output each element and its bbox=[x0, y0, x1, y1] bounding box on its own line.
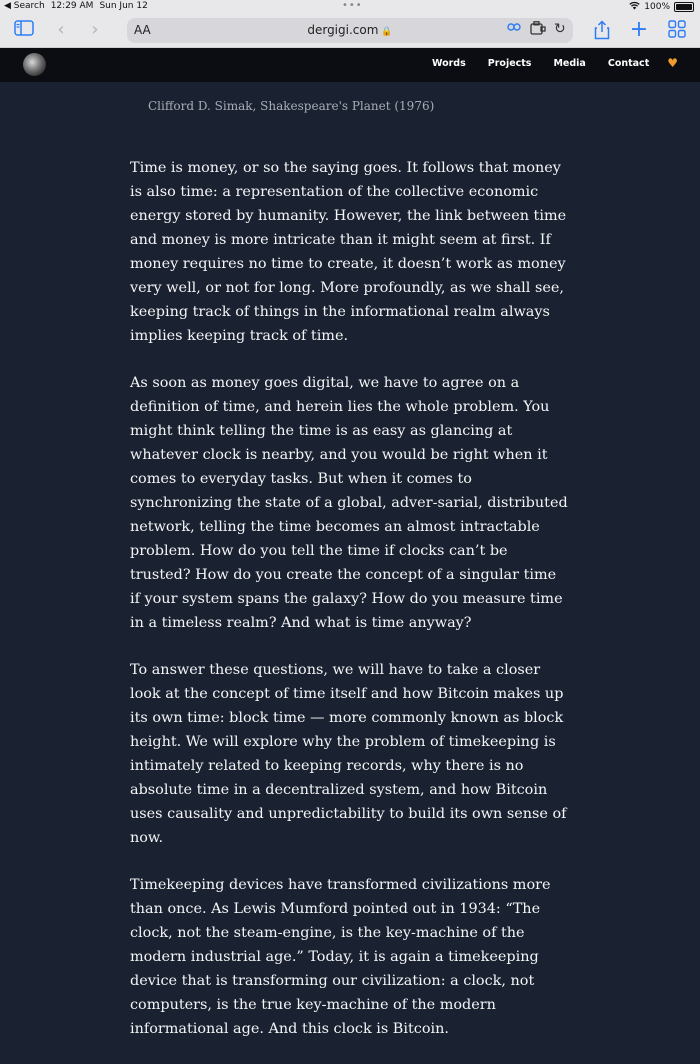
wifi-icon bbox=[629, 1, 640, 13]
sidebar-icon[interactable] bbox=[13, 20, 35, 40]
battery-icon bbox=[674, 2, 694, 12]
nav-link-media[interactable]: Media bbox=[553, 58, 586, 69]
quote-attribution: Clifford D. Simak, Shakespeare's Planet (1976) bbox=[148, 99, 435, 113]
extension-icon[interactable] bbox=[530, 21, 546, 39]
site-nav bbox=[410, 58, 678, 69]
status-bar bbox=[0, 0, 700, 14]
tab-overview-icon[interactable] bbox=[666, 20, 688, 40]
nav-link-contact[interactable]: Contact bbox=[607, 58, 650, 69]
reload-icon[interactable]: ↻ bbox=[554, 21, 566, 37]
status-time: 12:29 AM bbox=[50, 1, 94, 11]
forward-chevron-icon[interactable]: › bbox=[91, 19, 99, 40]
article-body bbox=[130, 156, 570, 1064]
article-paragraph: Time is money, or so the saying goes. It follows that money is also time: a representation of the collective economic energy stored by humanity. However, the link between time and money is more intricate than it might seem at first. If money requires no time to create, it doesn’t work as money very well, or not for long. More profoundly, as we shall see, keeping track of things in the informational realm always implies keeping track of time. bbox=[130, 160, 567, 344]
nav-link-projects[interactable]: Projects bbox=[487, 58, 532, 69]
article-paragraph: To answer these questions, we will have to take a closer look at the concept of time itself and how Bitcoin makes up its own time: block time — more commonly known as block height. We will explore why the problem of timekeeping is intimately related to keeping records, why there is no absolute time in a decentralized system, and how Bitcoin uses causality and unpredictability to build its own sense of now. bbox=[130, 662, 567, 846]
back-to-search-link[interactable]: ◀ Search bbox=[4, 1, 45, 11]
back-chevron-icon[interactable]: ‹ bbox=[57, 19, 65, 40]
article-paragraph: Timekeeping devices have transformed civilizations more than once. As Lewis Mumford pointed out in 1934: “The clock, not the steam-engine, is the key-machine of the modern industrial age.” Today, it is again a timekeeping device that is transforming our civilization: a clock, not computers, is the true key-machine of the modern informational age. And this clock is Bitcoin. bbox=[130, 877, 551, 1037]
browser-toolbar bbox=[0, 14, 700, 48]
new-tab-icon[interactable]: + bbox=[629, 17, 649, 42]
lock-icon: 🔒 bbox=[381, 27, 393, 37]
reader-icon[interactable] bbox=[507, 21, 521, 37]
nav-link-words[interactable]: Words bbox=[431, 58, 466, 69]
battery-percent: 100% bbox=[644, 2, 670, 12]
article-paragraph: As soon as money goes digital, we have to agree on a definition of time, and herein lies the whole problem. You might think telling the time is as easy as glancing at whatever clock is nearby, and you would be right when it comes to everyday tasks. But when it comes to synchronizing the state of a global, adver-sarial, distributed network, telling the time becomes an almost intractable problem. How do you tell the time if clocks can’t be trusted? How do you create the concept of a singular time if your system spans the galaxy? How do you measure time in a timeless realm? And what is time anyway? bbox=[130, 375, 568, 631]
share-icon[interactable] bbox=[591, 20, 613, 40]
address-bar[interactable] bbox=[127, 18, 573, 43]
heart-icon[interactable]: ♥ bbox=[667, 56, 678, 70]
url-text: dergigi.com bbox=[307, 23, 379, 37]
status-date: Sun Jun 12 bbox=[99, 1, 148, 11]
site-logo-avatar[interactable] bbox=[23, 53, 46, 76]
site-header bbox=[0, 48, 700, 82]
text-size-button[interactable]: AA bbox=[134, 23, 151, 37]
multitasking-dots[interactable]: ••• bbox=[342, 0, 363, 11]
